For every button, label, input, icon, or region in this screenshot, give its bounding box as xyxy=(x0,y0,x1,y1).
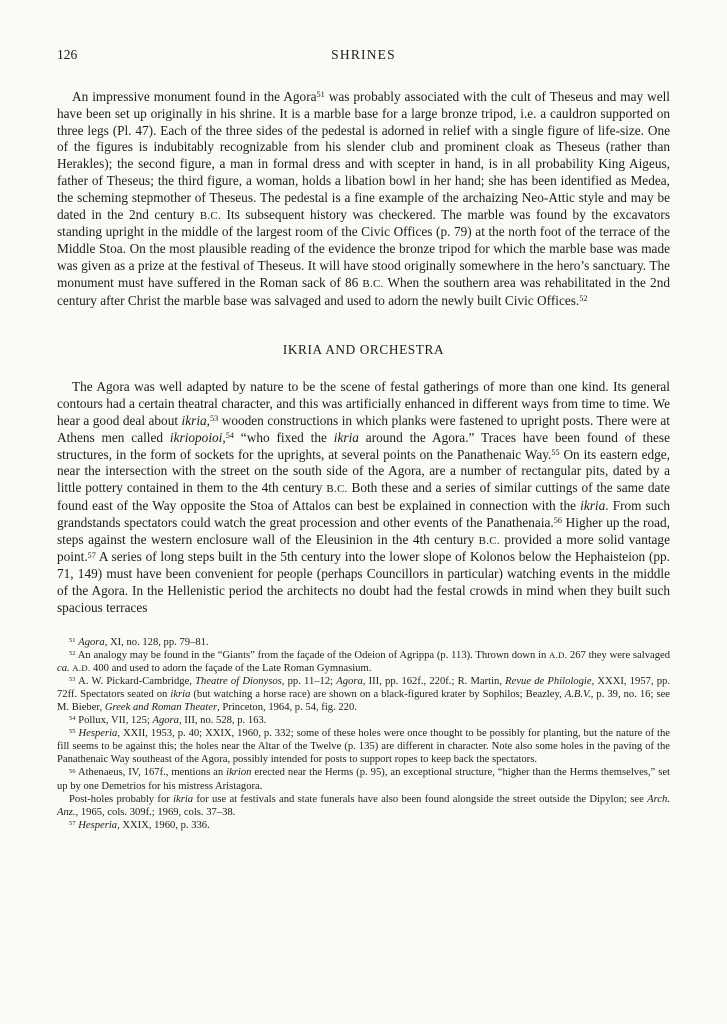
italic-text: A.B.V. xyxy=(564,688,591,700)
italic-text: Hesperia xyxy=(78,819,118,831)
footnote: $^{52}$ An analogy may be found in the “Giants” from the façade of the Odeion of Agrippa (p. 113). Thrown down in A.D. 267 they were salvaged ca. A.D. 400 and used to adorn the façade of the Late Roman Gymnasium. xyxy=(57,649,670,674)
footnote: Post-holes probably for ikria for use at festivals and state funerals have also been found alongside the street outside the Dipylon; see Arch. Anz., 1965, cols. 309f.; 1969, cols. 37–38. xyxy=(57,793,670,818)
footnote: $^{55}$ Hesperia, XXII, 1953, p. 40; XXIX, 1960, p. 332; some of these holes were once thought to be possibly for planting, but the nature of the fill seems to be against this; the holes near the Altar of the Twelve (p. 135) are different in character. Note also some holes in the paving of the Panathenaic Way southeast of the Agora, possibly intended for posts to support ropes to keep back the spectators. xyxy=(57,728,670,766)
page-header xyxy=(57,46,670,63)
italic-text: ikria xyxy=(181,412,207,428)
footnote-reference: 53 xyxy=(210,414,219,424)
italic-text: Greek and Roman Theater xyxy=(104,701,218,713)
small-caps-text: A.D. xyxy=(72,662,91,673)
paragraph: An impressive monument found in the Agora$^{51}$ was probably associated with the cult of Theseus and may well have been set up originally in his shrine. It is a marble base for a large bronze tripod, i.e. a cauldron supported on three legs (Pl. 47). Each of the three sides of the pedestal is adorned in relief with a single figure of life-size. One of the figures is indubitably recognizable from his slender club and prominent cloak as Theseus (rather than Herakles); the second figure, a man in formal dress and with scepter in hand, is in all probability King Aigeus, father of Theseus; the third figure, a woman, holds a libation bowl in her hand; she has been identified as Medea, the scheming stepmother of Theseus. The pedestal is a fine example of the archaizing Neo-Attic style and may be dated in the 2nd century B.C. Its subsequent history was checkered. The marble was found by the excavators standing upright in the middle of the largest room of the Civic Offices (p. 79) at the north foot of the terrace of the Middle Stoa. On the most plausible reading of the evidence the bronze tripod for which the marble base was made was given as a prize at the festival of Theseus. It will have stood originally somewhere in the hero’s sanctuary. The monument must have suffered in the Roman sack of 86 B.C. When the southern area was rehabilitated in the 2nd century after Christ the marble base was salvaged and used to adorn the newly built Civic Offices.$^{52}$ xyxy=(57,89,670,308)
italic-text: ca. xyxy=(57,662,73,674)
body-sections xyxy=(57,89,670,617)
small-caps-text: B.C. xyxy=(478,534,500,547)
footnote: $^{54}$ Pollux, VII, 125; Agora, III, no. 528, p. 163. xyxy=(69,715,267,727)
italic-text: ikria xyxy=(580,497,606,513)
small-caps-text: B.C. xyxy=(326,483,348,496)
paragraph: The Agora was well adapted by nature to be the scene of festal gatherings of more than one kind. Its general contours had a certain theatral character, and this was artificially enhanced in different ways from time to time. We hear a good deal about ikria,$^{53}$ wooden constructions in which planks were fastened to upright posts. There were at Athens men called ikriopoioi,$^{54}$ “who fixed the ikria around the Agora.” Traces have been found of these structures, in the form of sockets for the uprights, at several points on the Panathenaic Way.$^{55}$ On its eastern edge, near the intersection with the street on the south side of the Agora, are a number of rectangular pits, dated by a little pottery contained in them to the 4th century B.C. Both these and a series of similar cuttings of the same date found east of the Way opposite the Stoa of Attalos can best be explained in connection with the ikria. From such grandstands spectators could watch the great procession and other events of the Panathenaia.$^{56}$ Higher up the road, steps against the western enclosure wall of the Eleusinion in the 4th century B.C. provided a more solid vantage point.$^{57}$ A series of long steps built in the 5th century into the lower slope of Kolonos below the Hephaisteion (pp. 71, 149) must have been convenient for people (perhaps Councillors in particular) watching events in the middle of the Agora. In the Hellenistic period the architects no doubt had the festal crowds in mind when they built such spacious terraces xyxy=(57,379,670,615)
footnote-reference: 55 xyxy=(69,728,76,736)
footnotes xyxy=(57,636,670,832)
italic-text: ikria xyxy=(173,793,194,805)
footnote-reference: 51 xyxy=(69,636,76,644)
footnote: $^{51}$ Agora, XI, no. 128, pp. 79–81. xyxy=(69,636,209,648)
footnote-reference: 51 xyxy=(316,90,325,100)
footnote: $^{57}$ Hesperia, XXIX, 1960, p. 336. xyxy=(69,819,210,831)
italic-text: Arch. Anz. xyxy=(57,793,670,818)
italic-text: Hesperia xyxy=(78,728,118,740)
small-caps-text: B.C. xyxy=(362,277,384,290)
footnote-reference: 57 xyxy=(87,550,96,560)
footnote-reference: 52 xyxy=(69,649,76,657)
italic-text: ikrion xyxy=(226,767,252,779)
small-caps-text: B.C. xyxy=(199,209,222,222)
small-caps-text: A.D. xyxy=(549,649,568,660)
footnote: $^{56}$ Athenaeus, IV, 167f., mentions an ikrion erected near the Herms (p. 95), an exceptional structure, “higher than the Herms themselves,” set up by one Demetrios for his mistress Aristagora. xyxy=(57,767,670,792)
italic-text: ikriopoioi xyxy=(169,429,223,445)
footnote-reference: 56 xyxy=(69,767,76,775)
italic-text: Agora xyxy=(78,636,105,648)
page-number: 126 xyxy=(57,47,78,62)
italic-text: ikria xyxy=(170,688,191,700)
footnote-reference: 57 xyxy=(69,819,76,827)
footnote-reference: 53 xyxy=(69,675,76,683)
footnote-reference: 52 xyxy=(579,293,588,303)
footnote-reference: 54 xyxy=(225,431,234,441)
italic-text: Agora xyxy=(336,675,363,687)
footnote-reference: 56 xyxy=(553,516,562,526)
footnote: $^{53}$ A. W. Pickard-Cambridge, Theatre of Dionysos, pp. 11–12; Agora, III, pp. 162f., 220f.; R. Martin, Revue de Philologie, XXXI, 1957, pp. 72ff. Spectators seated on ikria (but watching a horse race) are shown on a black-figured krater by Sophilos; Beazley, A.B.V., p. 39, no. 16; see M. Bieber, Greek and Roman Theater, Princeton, 1964, p. 54, fig. 220. xyxy=(57,675,670,713)
section-heading: IKRIA AND ORCHESTRA xyxy=(282,342,445,358)
italic-text: ikria xyxy=(333,429,359,445)
italic-text: Theatre of Dionysos xyxy=(195,675,282,687)
italic-text: Agora xyxy=(152,715,179,727)
running-head: SHRINES xyxy=(331,47,396,62)
footnote-reference: 55 xyxy=(551,447,560,457)
footnote-reference: 54 xyxy=(69,715,76,723)
italic-text: Revue de Philologie xyxy=(505,675,592,687)
